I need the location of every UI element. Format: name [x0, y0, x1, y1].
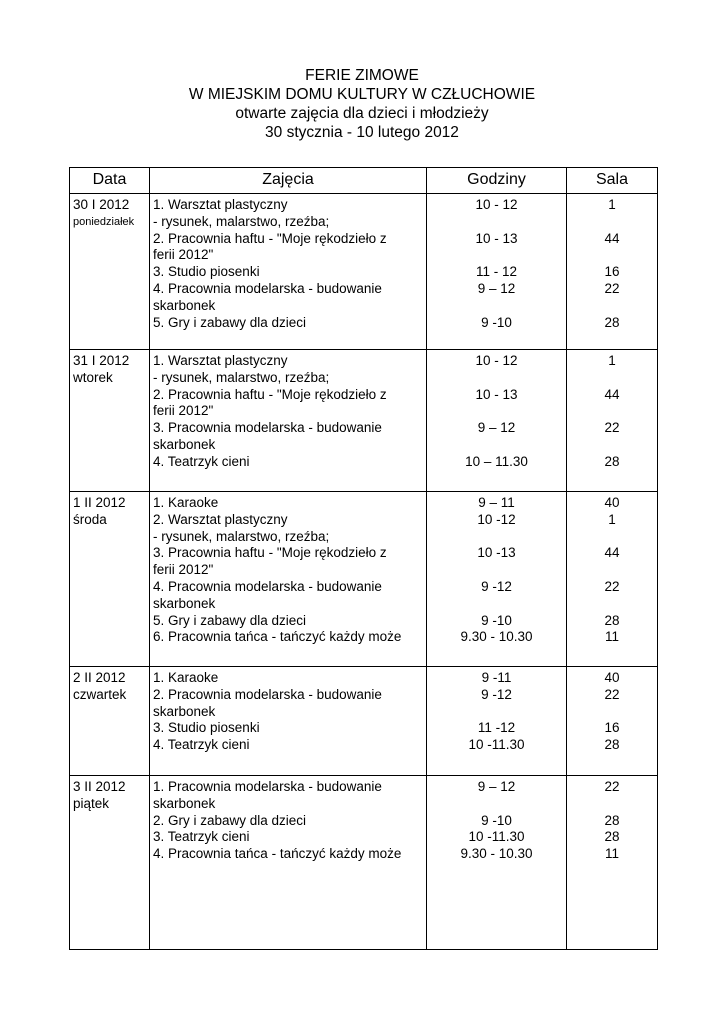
room-value: 22 [604, 779, 620, 794]
activity-line: skarbonek [153, 436, 216, 452]
activity-line: 4. Teatrzyk cieni [153, 453, 250, 469]
hours-value: 9 – 11 [478, 495, 515, 510]
activity-line: 3. Pracownia modelarska - budowanie [153, 420, 382, 436]
activities-cell [150, 194, 427, 350]
activity-line: skarbonek [153, 297, 216, 313]
empty-line [427, 437, 566, 454]
hours-cell [427, 194, 567, 350]
hours-value: 9 – 12 [477, 280, 516, 296]
room-value: 16 [604, 264, 620, 280]
empty-line [567, 704, 657, 721]
empty-line [567, 370, 657, 387]
room-value: 22 [604, 420, 620, 436]
activity-line: 2. Pracownia modelarska - budowanie [153, 686, 382, 702]
header-title: FERIE ZIMOWE [305, 67, 419, 84]
day-weekday: poniedziałek [73, 215, 135, 228]
room-value: 28 [604, 812, 620, 828]
activity-line: 4. Pracownia tańca - tańczyć każdy może [153, 846, 402, 862]
activity-line: 2. Warsztat plastyczny [153, 511, 288, 527]
day-date: 30 I 2012 [73, 197, 130, 212]
schedule-table [69, 167, 658, 950]
room-value: 22 [604, 280, 620, 296]
room-value: 22 [604, 686, 620, 702]
day-weekday: środa [73, 511, 107, 527]
activities-cell [150, 667, 427, 776]
activity-line: skarbonek [153, 595, 216, 611]
empty-line [427, 214, 566, 231]
empty-line [567, 529, 657, 546]
hours-value: 10 -13 [477, 545, 516, 561]
activity-line: - rysunek, malarstwo, rzeźba; [153, 213, 330, 229]
column-header-date: Data [70, 168, 150, 194]
hours-value: 9.30 - 10.30 [460, 629, 533, 645]
room-value: 28 [604, 612, 620, 628]
empty-line [567, 437, 657, 454]
activity-line: 1. Pracownia modelarska - budowanie [153, 779, 382, 794]
empty-line [567, 596, 657, 613]
hours-value: 10 -12 [477, 511, 516, 527]
day-weekday: wtorek [73, 369, 113, 385]
date-cell [70, 350, 150, 492]
room-cell [567, 667, 658, 776]
room-value: 1 [608, 511, 616, 527]
table-header-row [70, 168, 658, 194]
empty-line [567, 298, 657, 315]
room-value: 1 [608, 197, 616, 212]
hours-value: 9 -12 [481, 578, 512, 594]
day-date: 2 II 2012 [73, 670, 126, 685]
hours-value: 9 -12 [481, 686, 512, 702]
room-value: 28 [604, 737, 620, 753]
activity-line: - rysunek, malarstwo, rzeźba; [153, 369, 330, 385]
room-cell [567, 776, 658, 950]
date-cell [70, 776, 150, 950]
activities-cell [150, 350, 427, 492]
hours-value: 10 - 12 [475, 353, 518, 368]
hours-value: 9 – 12 [477, 779, 516, 794]
document-header [0, 66, 724, 142]
header-venue: W MIEJSKIM DOMU KULTURY W CZŁUCHOWIE [188, 86, 536, 103]
empty-line [427, 403, 566, 420]
room-value: 28 [604, 314, 620, 330]
table-row [70, 194, 658, 350]
activity-line: 3. Studio piosenki [153, 264, 260, 280]
activities-cell [150, 492, 427, 667]
room-value: 44 [604, 545, 620, 561]
hours-cell [427, 492, 567, 667]
activity-line: 2. Pracownia haftu - "Moje rękodzieło z [153, 386, 387, 402]
room-cell [567, 492, 658, 667]
empty-line [427, 704, 566, 721]
hours-value: 10 - 13 [475, 230, 518, 246]
room-value: 11 [604, 846, 619, 862]
room-cell [567, 194, 658, 350]
table-row [70, 667, 658, 776]
empty-line [427, 529, 566, 546]
activity-line: skarbonek [153, 795, 216, 811]
empty-line [567, 214, 657, 231]
column-header-hours: Godziny [427, 168, 567, 194]
activity-line: ferii 2012" [153, 562, 214, 578]
activity-line: 2. Pracownia haftu - "Moje rękodzieło z [153, 230, 387, 246]
table-row [70, 350, 658, 492]
hours-value: 9 -10 [481, 314, 512, 330]
day-date: 3 II 2012 [73, 779, 126, 794]
room-value: 1 [608, 353, 616, 368]
empty-line [567, 796, 657, 813]
activity-line: 6. Pracownia tańca - tańczyć każdy może [153, 629, 402, 645]
day-date: 1 II 2012 [73, 495, 126, 510]
room-value: 22 [604, 578, 620, 594]
activity-line: 1. Karaoke [153, 670, 219, 685]
activity-line: 4. Pracownia modelarska - budowanie [153, 280, 382, 296]
hours-value: 10 -11.30 [468, 829, 525, 845]
hours-value: 9 – 12 [477, 420, 516, 436]
activity-line: 3. Pracownia haftu - "Moje rękodzieło z [153, 545, 387, 561]
empty-line [427, 247, 566, 264]
header-date-range: 30 stycznia - 10 lutego 2012 [265, 124, 459, 141]
activity-line: 5. Gry i zabawy dla dzieci [153, 314, 307, 330]
hours-value: 10 – 11.30 [465, 453, 528, 469]
room-value: 40 [604, 670, 620, 685]
hours-value: 9 -10 [481, 812, 512, 828]
room-value: 28 [604, 453, 620, 469]
activity-line: 4. Pracownia modelarska - budowanie [153, 578, 382, 594]
hours-value: 9 -10 [481, 612, 512, 628]
activity-line: ferii 2012" [153, 403, 214, 419]
empty-line [567, 247, 657, 264]
room-value: 44 [604, 386, 620, 402]
activity-line: 1. Warsztat plastyczny [153, 353, 288, 368]
activity-line: 3. Studio piosenki [153, 720, 260, 736]
empty-line [427, 796, 566, 813]
day-weekday: piątek [73, 795, 110, 811]
column-header-activities: Zajęcia [150, 168, 427, 194]
table-row [70, 776, 658, 950]
room-cell [567, 350, 658, 492]
date-cell [70, 667, 150, 776]
activity-line: skarbonek [153, 703, 216, 719]
activity-line: 1. Warsztat plastyczny [153, 197, 288, 212]
hours-value: 11 - 12 [475, 264, 518, 280]
column-header-room: Sala [567, 168, 658, 194]
activity-line: - rysunek, malarstwo, rzeźba; [153, 528, 330, 544]
empty-line [427, 298, 566, 315]
hours-value: 10 - 13 [475, 386, 518, 402]
room-value: 16 [604, 720, 620, 736]
day-weekday: czwartek [73, 686, 127, 702]
header-subtitle: otwarte zajęcia dla dzieci i młodzieży [235, 105, 489, 122]
hours-cell [427, 350, 567, 492]
activities-cell [150, 776, 427, 950]
hours-value: 9 -11 [481, 670, 512, 685]
activity-line: 1. Karaoke [153, 495, 219, 510]
room-value: 28 [604, 829, 620, 845]
day-date: 31 I 2012 [73, 353, 130, 368]
hours-value: 10 - 12 [475, 197, 518, 212]
date-cell [70, 492, 150, 667]
empty-line [427, 596, 566, 613]
empty-line [567, 562, 657, 579]
table-row [70, 492, 658, 667]
hours-value: 10 -11.30 [468, 737, 525, 753]
hours-value: 11 -12 [477, 720, 516, 736]
activity-line: ferii 2012" [153, 247, 214, 263]
hours-cell [427, 776, 567, 950]
activity-line: 3. Teatrzyk cieni [153, 829, 250, 845]
activity-line: 5. Gry i zabawy dla dzieci [153, 612, 307, 628]
empty-line [567, 403, 657, 420]
activity-line: 4. Teatrzyk cieni [153, 737, 250, 753]
room-value: 44 [604, 230, 620, 246]
activity-line: 2. Gry i zabawy dla dzieci [153, 812, 307, 828]
date-cell [70, 194, 150, 350]
hours-value: 9.30 - 10.30 [460, 846, 533, 862]
empty-line [427, 370, 566, 387]
room-value: 11 [604, 629, 619, 645]
room-value: 40 [604, 495, 620, 510]
hours-cell [427, 667, 567, 776]
empty-line [427, 562, 566, 579]
